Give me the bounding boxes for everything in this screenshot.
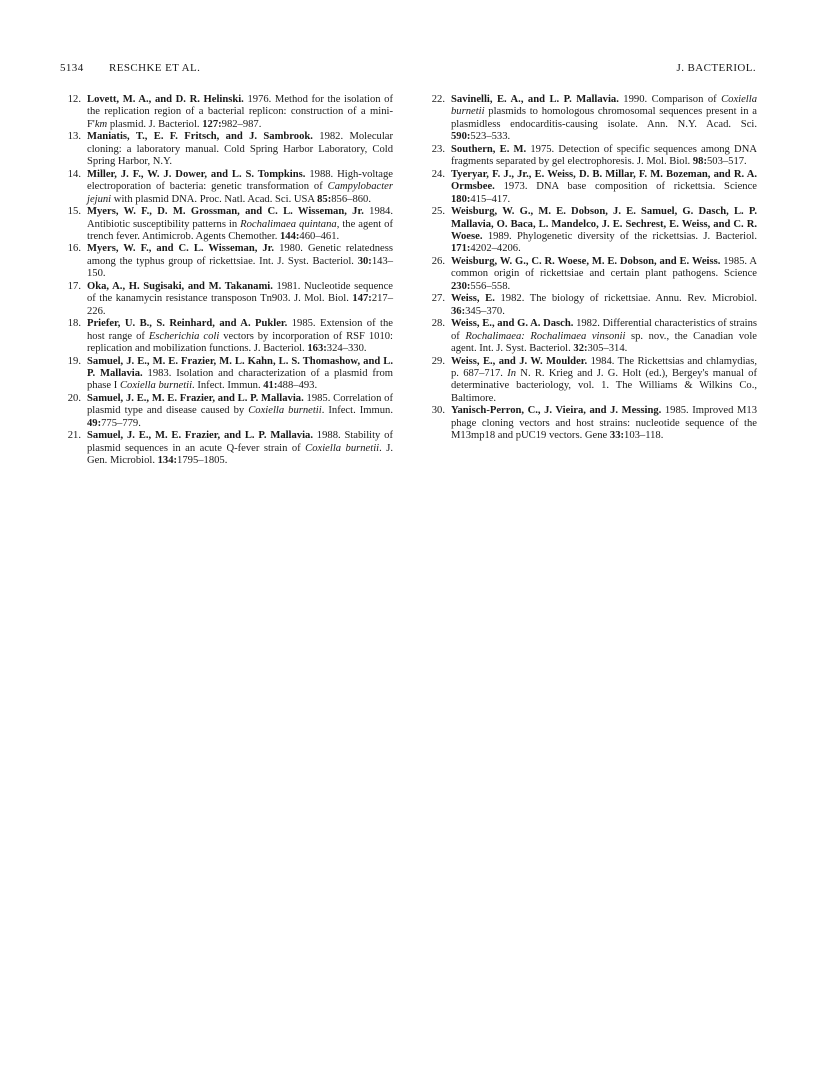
reference-column-left xyxy=(60,94,393,468)
reference-item: 25. Weisburg, W. G., M. E. Dobson, J. E. Samuel, G. Dasch, L. P. Mallavia, O. Baca, L. Mandelco, J. E. Sechrest, E. Weiss, and C. R. Woese. 1989. Phylogenetic diversity of the rickettsias. J. Bacteriol. 171:4202–4206. xyxy=(431,206,757,255)
reference-item: 24. Tyeryar, F. J., Jr., E. Weiss, D. B. Millar, F. M. Bozeman, and R. A. Ormsbee. 1973. DNA base composition of rickettsia. Science 180:415–417. xyxy=(431,168,757,205)
reference-item: 13. Maniatis, T., E. F. Fritsch, and J. Sambrook. 1982. Molecular cloning: a laboratory manual. Cold Spring Harbor Laboratory, Cold Spring Harbor, N.Y. xyxy=(67,131,393,168)
page-number: 5134 xyxy=(60,62,84,74)
running-header xyxy=(60,62,756,78)
reference-item: 17. Oka, A., H. Sugisaki, and M. Takanami. 1981. Nucleotide sequence of the kanamycin resistance transposon Tn903. J. Mol. Biol. 147:217–226. xyxy=(67,280,393,317)
reference-item: 23. Southern, E. M. 1975. Detection of specific sequences among DNA fragments separated by gel electrophoresis. J. Mol. Biol. 98:503–517. xyxy=(431,143,757,168)
reference-item: 28. Weiss, E., and G. A. Dasch. 1982. Differential characteristics of strains of Rochalimaea: Rochalimaea vinsonii sp. nov., the Canadian vole agent. Int. J. Syst. Bacteriol. 32:305–314. xyxy=(431,318,757,355)
reference-item: 18. Priefer, U. B., S. Reinhard, and A. Pukler. 1985. Extension of the host range of Escherichia coli vectors by incorporation of RSF 1010: replication and mobilization functions. J. Bacteriol. 163:324–330. xyxy=(67,318,393,355)
reference-item: 15. Myers, W. F., D. M. Grossman, and C. L. Wisseman, Jr. 1984. Antibiotic susceptibility patterns in Rochalimaea quintana, the agent of trench fever. Antimicrob. Agents Chemother. 144:460–461. xyxy=(67,206,394,242)
journal-name: J. BACTERIOL. xyxy=(676,62,756,74)
running-authors: RESCHKE ET AL. xyxy=(109,62,201,74)
reference-item: 16. Myers, W. F., and C. L. Wisseman, Jr. 1980. Genetic relatedness among the typhus group of rickettsiae. Int. J. Syst. Bacteriol. 30:143–150. xyxy=(67,243,393,280)
reference-item: 29. Weiss, E., and J. W. Moulder. 1984. The Rickettsias and chlamydias, p. 687–717. In N. R. Krieg and J. G. Holt (ed.), Bergey's manual of determinative bacteriology, vol. 1. The Williams & Wilkins Co., Baltimore. xyxy=(431,355,758,404)
reference-item: 21. Samuel, J. E., M. E. Frazier, and L. P. Mallavia. 1988. Stability of plasmid sequences in an acute Q-fever strain of Coxiella burnetii. J. Gen. Microbiol. 134:1795–1805. xyxy=(67,430,393,467)
reference-column-right xyxy=(424,94,757,443)
reference-item: 30. Yanisch-Perron, C., J. Vieira, and J. Messing. 1985. Improved M13 phage cloning vectors and host strains: nucleotide sequence of the M13mp18 and pUC19 vectors. Gene 33:103–118. xyxy=(431,405,757,442)
reference-item: 20. Samuel, J. E., M. E. Frazier, and L. P. Mallavia. 1985. Correlation of plasmid type and disease caused by Coxiella burnetii. Infect. Immun. 49:775–779. xyxy=(67,392,393,429)
reference-item: 19. Samuel, J. E., M. E. Frazier, M. L. Kahn, L. S. Thomashow, and L. P. Mallavia. 1983. Isolation and characterization of a plasmid from phase I Coxiella burnetii. Infect. Immun. 41:488–493. xyxy=(67,355,393,392)
reference-item: 12. Lovett, M. A., and D. R. Helinski. 1976. Method for the isolation of the replication region of a bacterial replicon: construction of a mini-F'km plasmid. J. Bacteriol. 127:982–987. xyxy=(67,94,393,130)
reference-item: 22. Savinelli, E. A., and L. P. Mallavia. 1990. Comparison of Coxiella burnetii plasmids to homologous chromosomal sequences present in a plasmidless endocarditis-causing isolate. Ann. N.Y. Acad. Sci. 590:523–533. xyxy=(431,94,757,143)
reference-item: 26. Weisburg, W. G., C. R. Woese, M. E. Dobson, and E. Weiss. 1985. A common origin of rickettsiae and certain plant pathogens. Science 230:556–558. xyxy=(431,255,757,292)
reference-item: 14. Miller, J. F., W. J. Dower, and L. S. Tompkins. 1988. High-voltage electroporation of bacteria: genetic transformation of Campylobacter jejuni with plasmid DNA. Proc. Natl. Acad. Sci. USA 85:856–860. xyxy=(67,168,394,205)
reference-item: 27. Weiss, E. 1982. The biology of rickettsiae. Annu. Rev. Microbiol. 36:345–370. xyxy=(431,293,757,317)
